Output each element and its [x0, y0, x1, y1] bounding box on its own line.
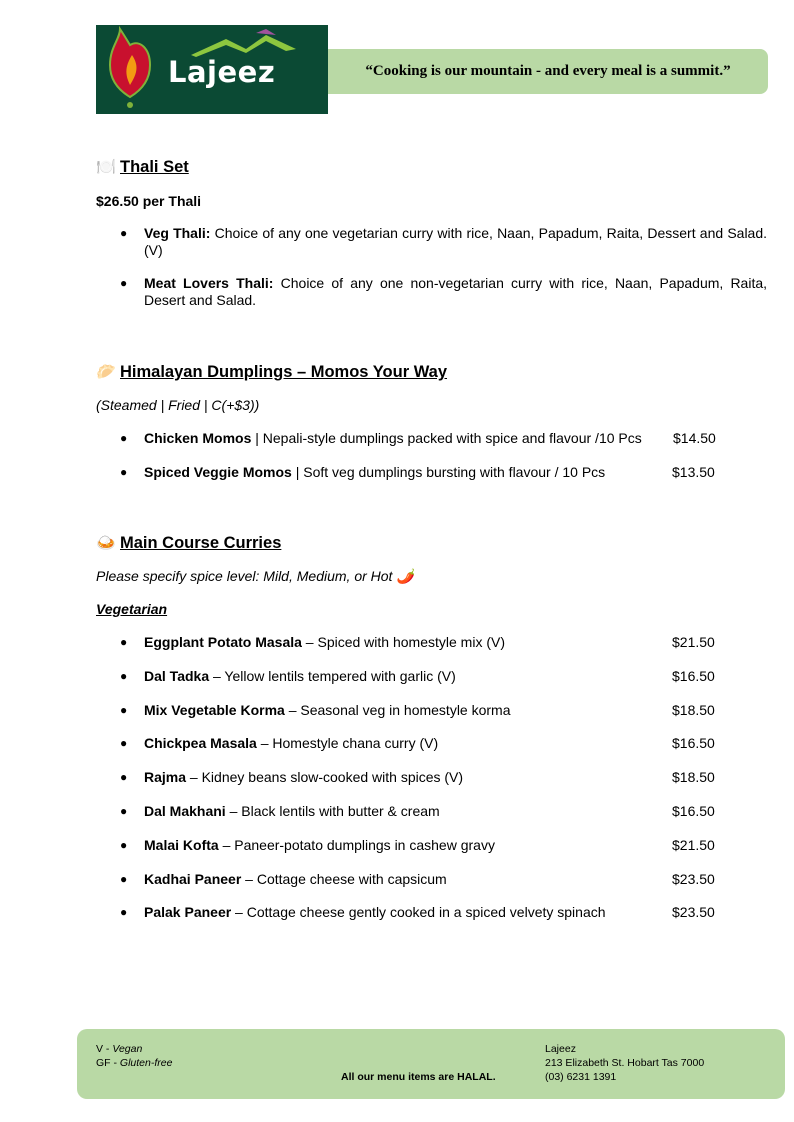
item-name: Eggplant Potato Masala [144, 634, 302, 650]
list-item [144, 769, 463, 785]
spice-note [96, 568, 414, 585]
item-desc: Choice of any one non-vegetarian curry with rice, Naan, Papadum, Raita, Desert and Salad. [144, 275, 768, 308]
bullet: ● [120, 837, 128, 852]
curry-bowl-icon: 🍛 [96, 535, 116, 552]
item-price: $18.50 [672, 769, 715, 786]
thali-price: $26.50 per Thali [96, 193, 202, 209]
bullet: ● [120, 465, 128, 479]
list-item [144, 871, 447, 887]
item-desc: – Black lentils with butter & cream [225, 803, 440, 819]
halal-note: All our menu items are HALAL. [341, 1071, 496, 1083]
item-name: Kadhai Paneer [144, 870, 242, 887]
item-name: Palak Paneer [144, 904, 232, 921]
list-item [144, 464, 605, 480]
item-name: Chicken Momos [144, 430, 252, 446]
item-desc: – Yellow lentils tempered with garlic (V) [209, 667, 456, 684]
item-price: $13.50 [672, 464, 715, 480]
section-title: Main Course Curries [120, 534, 282, 552]
bullet: ● [120, 668, 128, 683]
item-desc: – Seasonal veg in homestyle korma [284, 701, 511, 718]
bullet: ● [120, 276, 128, 290]
restaurant-logo [96, 25, 328, 114]
vegetarian-label: Vegetarian [96, 601, 168, 617]
bullet: ● [120, 635, 128, 649]
legend-meaning: Gluten-free [119, 1057, 173, 1069]
item-price: $23.50 [672, 904, 715, 921]
legend-gluten-free [96, 1057, 172, 1069]
thali-section-heading [96, 157, 189, 177]
item-desc: – Homestyle chana curry (V) [256, 735, 439, 752]
momos-subtitle: (Steamed | Fried | C(+$3)) [96, 397, 260, 413]
tagline-text: “Cooking is our mountain - and every meal is a summit.” [365, 63, 731, 79]
business-name: Lajeez [545, 1043, 576, 1055]
item-desc: | Soft veg dumplings bursting with flavour / 10 Pcs [291, 464, 606, 480]
item-price: $16.50 [672, 667, 715, 684]
plate-icon: 🍽️ [96, 159, 116, 176]
momos-section-heading [96, 362, 447, 382]
item-name: Dal Makhani [144, 803, 226, 819]
business-phone: (03) 6231 1391 [545, 1071, 617, 1083]
list-item [144, 702, 511, 718]
legend-meaning: Vegan [112, 1043, 143, 1055]
logo-text: Lajeez [168, 55, 276, 89]
item-name: Meat Lovers Thali: [144, 275, 274, 291]
item-price: $21.50 [672, 634, 715, 650]
bullet: ● [120, 431, 128, 445]
legend-code: GF - [96, 1057, 120, 1069]
item-name: Veg Thali: [144, 225, 211, 241]
chili-icon: 🌶️ [396, 568, 414, 584]
item-price: $23.50 [672, 870, 715, 887]
section-title: Thali Set [120, 158, 189, 176]
item-desc: – Paneer-potato dumplings in cashew gravy [218, 836, 495, 853]
bullet: ● [120, 702, 128, 717]
bullet: ● [120, 905, 128, 920]
item-price: $16.50 [672, 735, 715, 752]
item-name: Rajma [144, 769, 187, 786]
bullet: ● [120, 226, 128, 240]
list-item [144, 430, 642, 446]
bullet: ● [120, 736, 128, 751]
bullet: ● [120, 770, 128, 785]
legend-code: V - [96, 1043, 113, 1055]
item-price: $18.50 [672, 701, 715, 718]
item-name: Mix Vegetable Korma [144, 701, 285, 718]
item-desc: | Nepali-style dumplings packed with spice and flavour /10 Pcs [251, 430, 642, 446]
curries-section-heading [96, 533, 281, 553]
list-item [144, 837, 495, 853]
item-desc: – Cottage cheese gently cooked in a spiced velvety spinach [231, 904, 606, 921]
dumpling-icon: 🥟 [96, 364, 116, 381]
spice-note-text: Please specify spice level: Mild, Medium, or Hot [96, 568, 393, 584]
bullet: ● [120, 804, 128, 818]
item-name: Spiced Veggie Momos [144, 464, 292, 480]
list-item [144, 735, 438, 751]
item-desc: Choice of any one vegetarian curry with rice, Naan, Papadum, Raita, Dessert and Salad. (V) [144, 225, 768, 258]
business-address: 213 Elizabeth St. Hobart Tas 7000 [545, 1057, 705, 1069]
list-item [144, 904, 606, 920]
section-title: Himalayan Dumplings – Momos Your Way [120, 363, 448, 381]
list-item [144, 668, 456, 684]
item-desc: – Cottage cheese with capsicum [241, 870, 447, 887]
list-item [144, 225, 767, 259]
item-price: $16.50 [672, 803, 715, 819]
bullet: ● [120, 871, 128, 886]
item-price: $14.50 [673, 430, 716, 446]
list-item [144, 275, 767, 309]
footer-banner [77, 1029, 785, 1099]
item-name: Malai Kofta [144, 836, 219, 853]
item-desc: – Spiced with homestyle mix (V) [301, 634, 505, 650]
list-item [144, 634, 505, 650]
item-name: Chickpea Masala [144, 735, 257, 752]
item-name: Dal Tadka [144, 667, 210, 684]
item-price: $21.50 [672, 836, 715, 853]
tagline-banner [328, 49, 768, 94]
item-desc: – Kidney beans slow-cooked with spices (V) [186, 769, 464, 786]
legend-vegan [96, 1043, 142, 1055]
list-item [144, 803, 440, 819]
